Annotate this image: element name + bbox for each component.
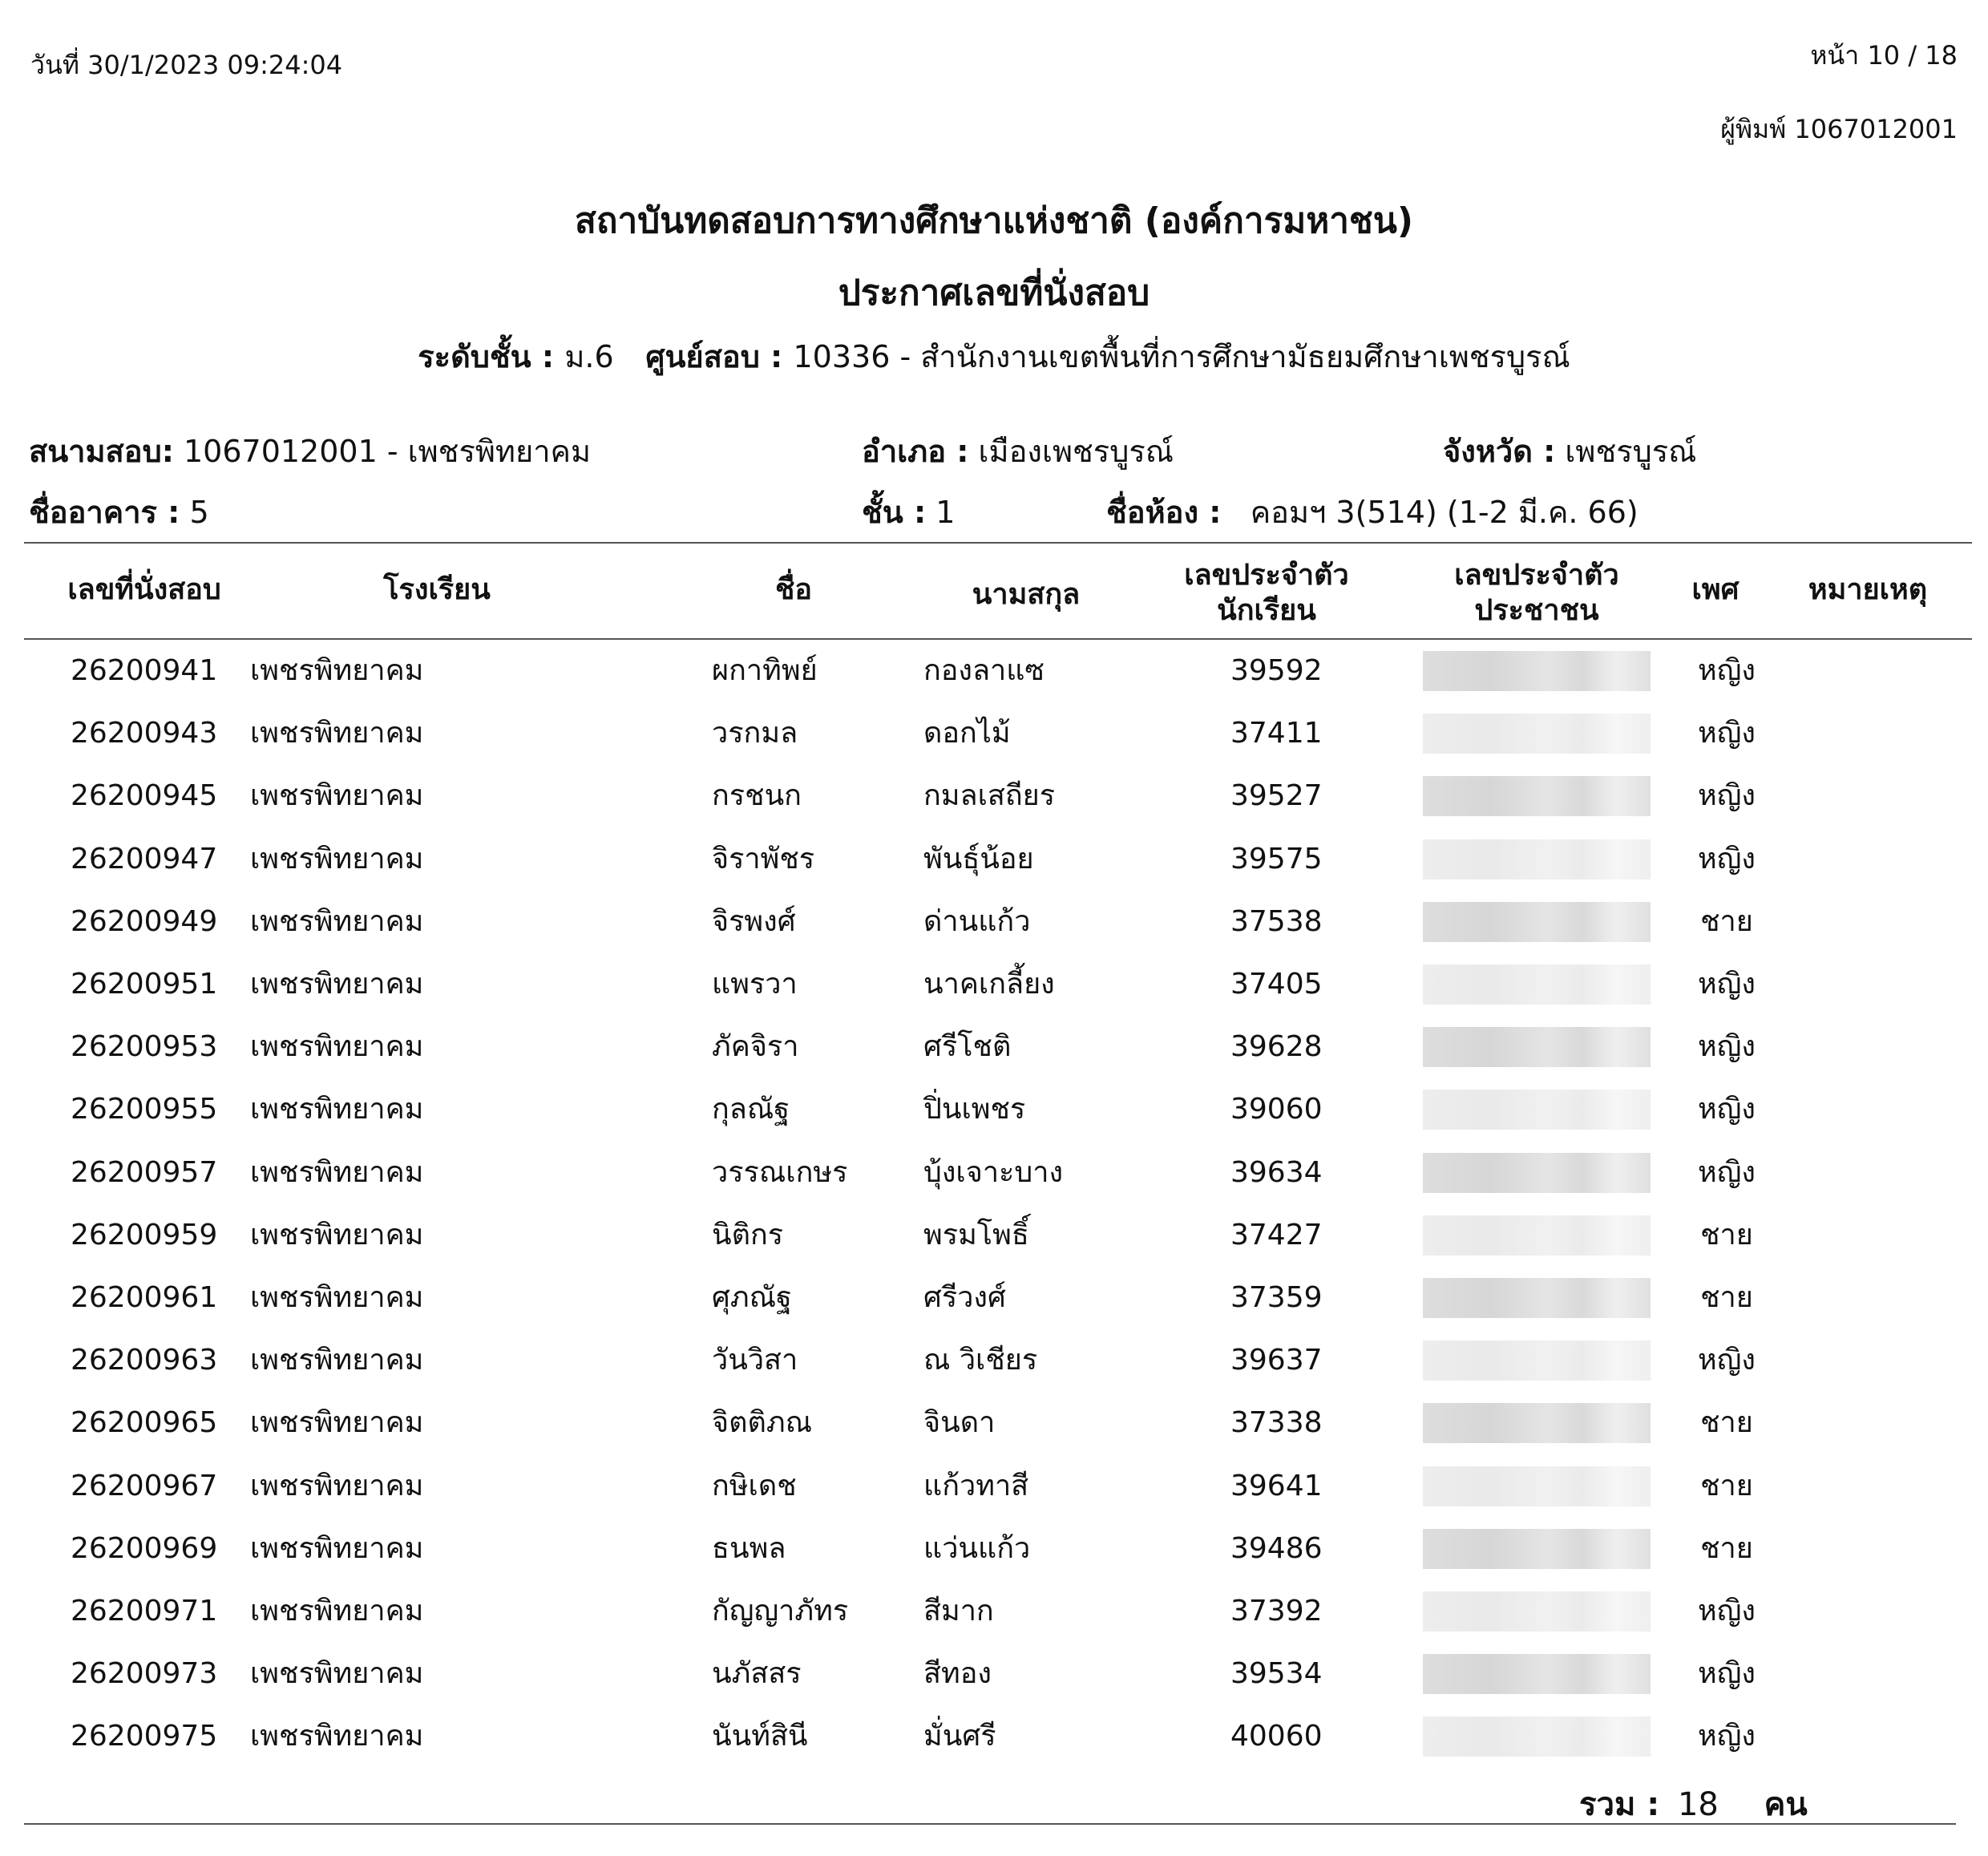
school-name: เพชรพิทยาคม <box>250 1344 424 1377</box>
citizen-id-redacted <box>1423 714 1651 754</box>
table-row <box>0 1455 1988 1518</box>
sex: หญิง <box>1698 1093 1756 1126</box>
table-row <box>0 1078 1988 1141</box>
sex: ชาย <box>1700 1531 1753 1565</box>
sex: ชาย <box>1700 1281 1753 1314</box>
first-name: จิรพงศ์ <box>712 904 796 938</box>
last-name: มั่นศรี <box>923 1720 996 1753</box>
sex: ชาย <box>1700 1406 1753 1440</box>
student-id: 39575 <box>1230 842 1323 875</box>
student-id: 37538 <box>1230 904 1323 938</box>
first-name: นันท์สินี <box>712 1720 808 1753</box>
printer-id: ผู้พิมพ์ 1067012001 <box>1720 114 1958 144</box>
building <box>29 487 209 536</box>
seat-number: 26200965 <box>71 1406 218 1440</box>
seat-number: 26200947 <box>71 842 218 875</box>
seat-number: 26200943 <box>71 717 218 750</box>
header-student-id-line2: นักเรียน <box>1217 594 1316 627</box>
citizen-id-redacted <box>1423 1215 1651 1256</box>
school-name: เพชรพิทยาคม <box>250 1155 424 1189</box>
center-value: 10336 - สำนักงานเขตพื้นที่การศึกษามัธยมศึกษาเพชรบูรณ์ <box>793 339 1570 374</box>
citizen-id-redacted <box>1423 1403 1651 1443</box>
sex: หญิง <box>1698 1344 1756 1377</box>
student-id: 39060 <box>1230 1093 1323 1126</box>
header-seat: เลขที่นั่งสอบ <box>67 573 221 606</box>
table-row <box>0 1518 1988 1580</box>
table-row <box>0 828 1988 891</box>
header-note: หมายเหตุ <box>1808 573 1928 606</box>
student-id: 39534 <box>1230 1657 1323 1691</box>
print-date: วันที่ 30/1/2023 09:24:04 <box>30 50 343 80</box>
table-row <box>0 1329 1988 1392</box>
sex: หญิง <box>1698 1030 1756 1064</box>
last-name: บุ้งเจาะบาง <box>923 1155 1064 1189</box>
floor-label: ชั้น : <box>862 495 927 530</box>
table-bottom-rule <box>24 1823 1956 1825</box>
first-name: ศุภณัฐ <box>712 1281 792 1314</box>
province-value: เพชรบูรณ์ <box>1565 434 1697 469</box>
last-name: ปิ่นเพชร <box>923 1093 1026 1126</box>
last-name: พันธุ์น้อย <box>923 842 1034 875</box>
citizen-id-redacted <box>1423 1340 1651 1381</box>
first-name: กษิเดช <box>712 1469 797 1502</box>
first-name: วันวิสา <box>712 1344 798 1377</box>
last-name: แว่นแก้ว <box>923 1531 1031 1565</box>
seat-number: 26200975 <box>71 1720 218 1753</box>
first-name: วรรณเกษร <box>712 1155 848 1189</box>
seat-number: 26200951 <box>71 968 218 1001</box>
floor-value: 1 <box>935 495 956 530</box>
last-name: ดอกไม้ <box>923 717 1011 750</box>
seat-number: 26200963 <box>71 1344 218 1377</box>
school-name: เพชรพิทยาคม <box>250 1093 424 1126</box>
school-name: เพชรพิทยาคม <box>250 904 424 938</box>
citizen-id-redacted <box>1423 1027 1651 1067</box>
header-school: โรงเรียน <box>383 573 491 606</box>
citizen-id-redacted <box>1423 839 1651 879</box>
student-id: 39634 <box>1230 1155 1323 1189</box>
sex: ชาย <box>1700 1469 1753 1502</box>
seat-number: 26200953 <box>71 1030 218 1064</box>
school-name: เพชรพิทยาคม <box>250 779 424 813</box>
announcement-title: ประกาศเลขที่นั่งสอบ <box>838 273 1150 313</box>
level-center-line <box>0 332 1988 381</box>
page-number: หน้า 10 / 18 <box>1810 40 1958 71</box>
sex: หญิง <box>1698 1595 1756 1628</box>
seat-number: 26200945 <box>71 779 218 813</box>
citizen-id-redacted <box>1423 1529 1651 1569</box>
seat-number: 26200949 <box>71 904 218 938</box>
student-id: 39637 <box>1230 1344 1323 1377</box>
citizen-id-redacted <box>1423 1654 1651 1694</box>
first-name: ผกาทิพย์ <box>712 654 818 687</box>
citizen-id-redacted <box>1423 1466 1651 1506</box>
total-unit: คน <box>1764 1786 1808 1823</box>
student-id: 39628 <box>1230 1030 1323 1064</box>
school-name: เพชรพิทยาคม <box>250 968 424 1001</box>
exam-site-label: สนามสอบ: <box>29 434 174 469</box>
school-name: เพชรพิทยาคม <box>250 654 424 687</box>
header-citizen-id-line1: เลขประจำตัว <box>1454 559 1619 592</box>
student-id: 37405 <box>1230 968 1323 1001</box>
seat-number: 26200973 <box>71 1657 218 1691</box>
building-label: ชื่ออาคาร : <box>29 495 180 530</box>
last-name: ศรีโชติ <box>923 1030 1012 1064</box>
total-label: รวม : <box>1579 1786 1660 1823</box>
table-row <box>0 640 1988 702</box>
table-row <box>0 1016 1988 1078</box>
seat-number: 26200959 <box>71 1218 218 1251</box>
header-citizen-id <box>1423 558 1651 629</box>
total-value: 18 <box>1677 1786 1719 1823</box>
last-name: แก้วทาสี <box>923 1469 1029 1502</box>
last-name: ศรีวงศ์ <box>923 1281 1006 1314</box>
first-name: กรชนก <box>712 779 802 813</box>
school-name: เพชรพิทยาคม <box>250 842 424 875</box>
school-name: เพชรพิทยาคม <box>250 1720 424 1753</box>
sex: ชาย <box>1700 904 1753 938</box>
header-student-id <box>1154 558 1379 629</box>
table-row <box>0 1392 1988 1454</box>
table-row <box>0 1142 1988 1204</box>
last-name: พรมโพธิ์ <box>923 1218 1029 1251</box>
sex: หญิง <box>1698 654 1756 687</box>
table-row <box>0 1705 1988 1768</box>
sex: หญิง <box>1698 968 1756 1001</box>
last-name: สีทอง <box>923 1657 992 1691</box>
header-first-name: ชื่อ <box>774 573 813 606</box>
student-id: 37392 <box>1230 1595 1323 1628</box>
first-name: แพรวา <box>712 968 798 1001</box>
student-id: 39592 <box>1230 654 1323 687</box>
student-id: 37411 <box>1230 717 1323 750</box>
seat-number: 26200955 <box>71 1093 218 1126</box>
sex: หญิง <box>1698 717 1756 750</box>
level-label: ระดับชั้น : <box>418 339 555 374</box>
building-value: 5 <box>189 495 209 530</box>
school-name: เพชรพิทยาคม <box>250 1595 424 1628</box>
table-top-rule <box>24 542 1972 544</box>
table-row <box>0 702 1988 765</box>
first-name: ภัคจิรา <box>712 1030 799 1064</box>
district-label: อำเภอ : <box>862 434 969 469</box>
province-label: จังหวัด : <box>1443 434 1556 469</box>
header-sex: เพศ <box>1691 573 1740 606</box>
last-name: ด่านแก้ว <box>923 904 1031 938</box>
student-id: 39527 <box>1230 779 1323 813</box>
last-name: กองลาแซ <box>923 654 1045 687</box>
student-id: 37359 <box>1230 1281 1323 1314</box>
school-name: เพชรพิทยาคม <box>250 1657 424 1691</box>
first-name: กุลณัฐ <box>712 1093 790 1126</box>
room <box>1106 487 1638 536</box>
table-row <box>0 1204 1988 1267</box>
student-id: 39641 <box>1230 1469 1323 1502</box>
total-count <box>1579 1778 1808 1830</box>
school-name: เพชรพิทยาคม <box>250 1406 424 1440</box>
citizen-id-redacted <box>1423 1716 1651 1757</box>
district <box>862 427 1174 475</box>
seat-number: 26200967 <box>71 1469 218 1502</box>
first-name: นภัสสร <box>712 1657 802 1691</box>
citizen-id-redacted <box>1423 1278 1651 1318</box>
room-value: คอมฯ 3(514) (1-2 มี.ค. 66) <box>1250 495 1638 530</box>
floor <box>862 487 955 536</box>
sex: หญิง <box>1698 779 1756 813</box>
header-last-name: นามสกุล <box>972 578 1081 611</box>
first-name: จิราพัชร <box>712 842 815 875</box>
sex: หญิง <box>1698 1155 1756 1189</box>
seat-number: 26200969 <box>71 1531 218 1565</box>
sex: หญิง <box>1698 842 1756 875</box>
student-id: 37338 <box>1230 1406 1323 1440</box>
first-name: วรกมล <box>712 717 798 750</box>
org-title: สถาบันทดสอบการทางศึกษาแห่งชาติ (องค์การมหาชน) <box>575 200 1413 241</box>
citizen-id-redacted <box>1423 776 1651 816</box>
last-name: จินดา <box>923 1406 996 1440</box>
citizen-id-redacted <box>1423 902 1651 942</box>
center-label: ศูนย์สอบ : <box>645 339 783 374</box>
seat-number: 26200971 <box>71 1595 218 1628</box>
school-name: เพชรพิทยาคม <box>250 1531 424 1565</box>
first-name: นิติกร <box>712 1218 784 1251</box>
citizen-id-redacted <box>1423 651 1651 691</box>
student-id: 37427 <box>1230 1218 1323 1251</box>
first-name: ธนพล <box>712 1531 786 1565</box>
exam-site-value: 1067012001 - เพชรพิทยาคม <box>183 434 592 469</box>
student-id: 40060 <box>1230 1720 1323 1753</box>
last-name: นาคเกลี้ยง <box>923 968 1055 1001</box>
header-student-id-line1: เลขประจำตัว <box>1184 559 1349 592</box>
table-row <box>0 1267 1988 1329</box>
citizen-id-redacted <box>1423 964 1651 1005</box>
first-name: กัญญาภัทร <box>712 1595 849 1628</box>
table-row <box>0 891 1988 953</box>
table-row <box>0 953 1988 1016</box>
last-name: ณ วิเชียร <box>923 1344 1038 1377</box>
seat-number: 26200941 <box>71 654 218 687</box>
table-row <box>0 1580 1988 1643</box>
room-label: ชื่อห้อง : <box>1106 495 1222 530</box>
student-id: 39486 <box>1230 1531 1323 1565</box>
citizen-id-redacted <box>1423 1153 1651 1193</box>
table-row <box>0 765 1988 827</box>
school-name: เพชรพิทยาคม <box>250 1469 424 1502</box>
first-name: จิตติภณ <box>712 1406 812 1440</box>
school-name: เพชรพิทยาคม <box>250 1281 424 1314</box>
province <box>1443 427 1696 475</box>
school-name: เพชรพิทยาคม <box>250 1218 424 1251</box>
district-value: เมืองเพชรบูรณ์ <box>978 434 1174 469</box>
last-name: กมลเสถียร <box>923 779 1056 813</box>
level-value: ม.6 <box>564 339 614 374</box>
school-name: เพชรพิทยาคม <box>250 1030 424 1064</box>
exam-site <box>29 427 591 475</box>
sex: หญิง <box>1698 1657 1756 1691</box>
citizen-id-redacted <box>1423 1090 1651 1130</box>
last-name: สีมาก <box>923 1595 994 1628</box>
header-citizen-id-line2: ประชาชน <box>1474 594 1599 627</box>
seat-number: 26200961 <box>71 1281 218 1314</box>
table-row <box>0 1643 1988 1705</box>
citizen-id-redacted <box>1423 1591 1651 1632</box>
seat-number: 26200957 <box>71 1155 218 1189</box>
sex: ชาย <box>1700 1218 1753 1251</box>
school-name: เพชรพิทยาคม <box>250 717 424 750</box>
sex: หญิง <box>1698 1720 1756 1753</box>
